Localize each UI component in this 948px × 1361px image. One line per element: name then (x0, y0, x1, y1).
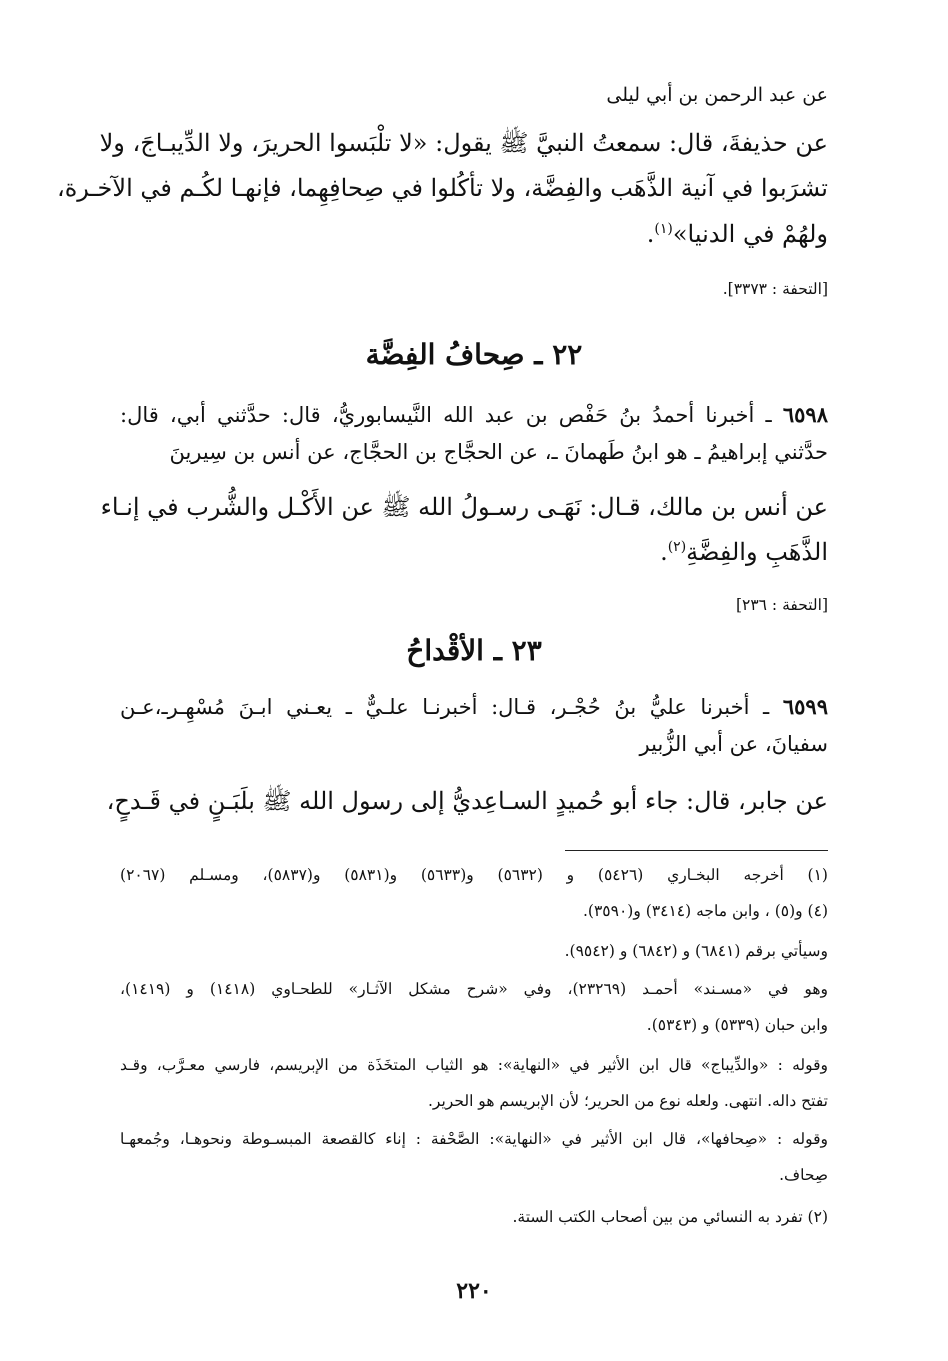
hadith-6599-matn (106, 782, 828, 828)
footnote-ref-2[interactable]: (٢) (667, 539, 687, 555)
footnote-divider (565, 850, 828, 851)
hadith-6598-matn-line-2 (120, 538, 828, 566)
footnote-1-line-6: وقوله : «والدِّيباج» قال ابن الأثير في «النهاية»: هو الثياب المتخَذَة من الإبريسم، فارسي معـرَّب، وقـد (120, 1056, 828, 1074)
footnote-1-line-4: وهو في «مسـند» أحمـد (٢٣٢٦٩)، وفي «شرح مشكل الآثـار» للطحـاوي (١٤١٨) و (١٤١٩)، (120, 980, 829, 998)
tuhfa-2-text: [التحفة : ٢٣٦] (735, 596, 828, 614)
hadith-6598-line-2: حدَّثني إبراهيمُ ـ هو ابنُ طَهمانَ ـ، عن الحجَّاج بن الحجَّاج، عن أنس بن سِيرينَ (169, 440, 828, 464)
hadith-6599-isnad (120, 690, 828, 770)
section-heading-23: ٢٣ ـ الأقْداحُ (406, 634, 542, 667)
tuhfa-1-text: [التحفة : ٣٣٧٣]. (722, 280, 828, 298)
footnote-1-line-5: وابن حبان (٥٣٣٩) و (٥٣٤٣). (646, 1016, 828, 1034)
tuhfa-reference-2 (120, 594, 828, 622)
hadith-6598-line-1 (120, 402, 828, 427)
footnote-ref-1[interactable]: (١) (654, 221, 673, 237)
hadith-1-end: . (646, 220, 655, 248)
tuhfa-reference-1 (120, 278, 828, 306)
hadith-6598-matn-line-2-text: الذَّهَبِ والفِضَّةِ (686, 538, 828, 566)
hadith-1-line-1: عن حذيفةَ، قال: سمعتُ النبيَّ ﷺ يقول: «لا تلْبَسوا الحريرَ، ولا الدِّيبـاجَ، ولا (99, 129, 828, 157)
hadith-6599-line-1-text: ـ أخبرنا عليُّ بنُ حُجْـر، قـال: أخبرنـا علـيٌّ ـ يعـني ابـنَ مُسْهِـرـ،عـن (120, 695, 770, 719)
hadith-6598-line-1-text: ـ أخبرنا أحمدُ بنُ حَفْص بن عبد الله النَّيسابوريُّ، قال: حدَّثني أبي، قال: (120, 403, 772, 427)
hadith-6599-matn-line-1: عن جابر، قال: جاء أبو حُميدٍ السـاعِديُّ إلى رسول الله ﷺ بلَبَـنٍ في قَـدحٍ، (106, 787, 828, 815)
hadith-1 (56, 124, 828, 264)
hadith-6598-matn (100, 488, 828, 582)
hadith-1-line-3-text: ولهُمْ في الدنيا» (672, 220, 828, 248)
hadith-number-6599: ٦٥٩٩ (782, 694, 828, 719)
hadith-6598-matn-line-1: عن أنس بن مالك، قـال: نَهَـى رسـولُ الله ﷺ عن الأَكْـل والشُّرب في إنـاء (100, 493, 828, 521)
isnad-text: عن عبد الرحمن بن أبي ليلى (606, 84, 828, 106)
isnad-top (120, 80, 828, 114)
footnote-1-line-3: وسيأتي برقم (٦٨٤١) و (٦٨٤٢) و (٩٥٤٢). (564, 942, 828, 960)
hadith-6599-line-2: سفيانَ، عن أبي الزُّبير (639, 732, 828, 756)
footnote-1-line-2: (٤) و(٥) ، وابن ماجه (٣٤١٤) و(٣٥٩٠). (583, 902, 828, 920)
hadith-1-line-2: تشرَبوا في آنية الذَّهَب والفِضَّة، ولا تأكُلوا في صِحافِهِما، فإنهـا لكُـم في الآخـرة، (56, 174, 828, 202)
hadith-6598-isnad (120, 398, 828, 476)
footnote-1-line-9: صِحاف. (779, 1166, 828, 1184)
footnote-1-line-7: تفتح داله. انتهى. ولعله نوع من الحرير؛ لأن الإبريسم هو الحرير. (428, 1092, 828, 1110)
footnote-2: (٢) تفرد به النسائي من بين أصحاب الكتب الستة. (512, 1208, 828, 1226)
footnotes (120, 866, 828, 1236)
hadith-number-6598: ٦٥٩٨ (782, 402, 828, 427)
page-number: ٢٢٠ (456, 1278, 492, 1304)
hadith-6599-line-1 (120, 694, 828, 719)
hadith-6598-end: . (660, 538, 668, 566)
hadith-1-line-3 (120, 220, 828, 248)
footnote-1-line-1: (١) أخرجه البخـاري (٥٤٢٦) و (٥٦٣٢) و(٥٦٣٣) و(٥٨٣١) و(٥٨٣٧)، ومسـلم (٢٠٦٧) (120, 866, 828, 884)
footnote-1-line-8: وقوله : «صِحافها»، قال ابن الأثير في «النهاية»: الصَّحْفة : إناء كالقصعة المبسـوطة ونحوهـا، وجُمعهـا (120, 1130, 828, 1148)
section-heading-22: ٢٢ ـ صِحافُ الفِضَّة (365, 338, 583, 371)
